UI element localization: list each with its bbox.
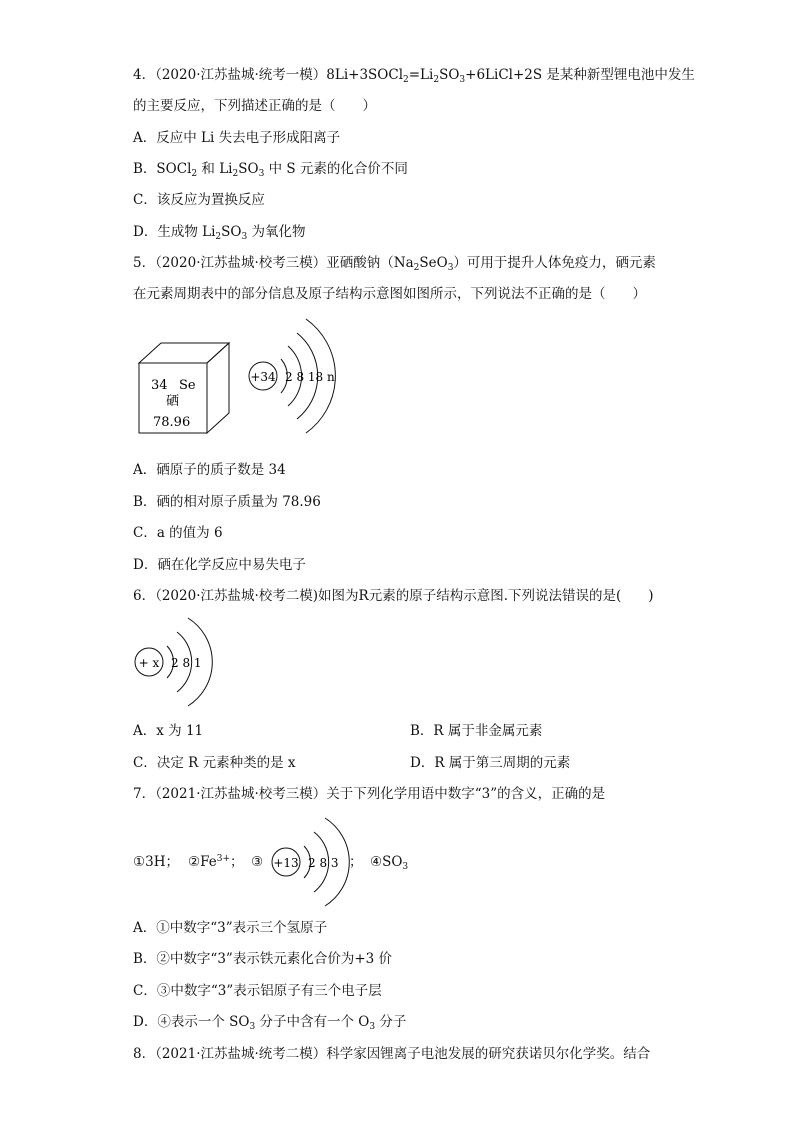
se-shell-electrons: 2 8 18 n	[285, 370, 335, 384]
q7-item-4: $④SO_3$	[370, 854, 409, 872]
q7-item-3-sep: ；	[349, 854, 363, 870]
q5-stem-line2: 在元素周期表中的部分信息及原子结构示意图如图所示，下列说法不正确的是（ ）	[133, 286, 646, 302]
q4-option-a: A．反应中 Li 失去电子形成阳离子	[133, 130, 341, 146]
q7-item-2: $②Fe^{3+}$；	[188, 854, 244, 870]
cell-atomic-number: 34	[151, 378, 168, 393]
q5-option-c: C．a 的值为 6	[133, 525, 223, 541]
q6-option-a: A．x 为 11	[133, 723, 204, 739]
q5-option-a: A．硒原子的质子数是 34	[133, 462, 286, 478]
se-nucleus-charge: +34	[250, 370, 276, 384]
q7-stem: 7．（2021·江苏盐城·校考三模）关于下列化学用语中数字“3”的含义，正确的是	[133, 786, 606, 802]
r-element-atom-diagram	[133, 614, 223, 710]
r-shell-electrons: 2 8 1	[171, 656, 202, 670]
al-nucleus-charge: +13	[273, 856, 299, 870]
q7-option-c: C．③中数字“3”表示铝原子有三个电子层	[133, 983, 382, 999]
al-shell-electrons: 2 8 3	[308, 856, 339, 870]
cell-element-name: 硒	[166, 394, 180, 409]
cell-atomic-mass: 78.96	[153, 415, 191, 430]
cell-symbol: Se	[179, 378, 196, 393]
selenium-atom-diagram	[245, 313, 360, 438]
q7-option-b: B．②中数字“3”表示铁元素化合价为+3 价	[133, 951, 393, 967]
q7-item-3-label: ③	[251, 854, 264, 870]
q4-stem-line1: 4．（2020·江苏盐城·统考一模）$8Li+3SOCl_2=Li_2SO_3+6LiCl+2S$ 是某种新型锂电池中发生	[133, 67, 695, 85]
q8-stem: 8．（2021·江苏盐城·统考二模）科学家因锂离子电池发展的研究获诺贝尔化学奖。结合	[133, 1046, 651, 1062]
q6-stem: 6．（2020·江苏盐城·校考二模)如图为R元素的原子结构示意图.下列说法错误的是( )	[133, 588, 654, 604]
aluminum-atom-diagram	[270, 814, 350, 910]
q7-item-1: ①3H；	[133, 854, 179, 870]
q6-option-b: B．R 属于非金属元素	[410, 723, 543, 739]
r-nucleus-charge: + x	[138, 656, 160, 670]
q5-option-d: D．硒在化学反应中易失电子	[133, 557, 306, 573]
q4-stem-line2: 的主要反应，下列描述正确的是（ ）	[133, 98, 376, 114]
q4-option-d: D．生成物 $Li_2SO_3$ 为氧化物	[133, 224, 306, 242]
q6-option-c: C．决定 R 元素种类的是 x	[133, 755, 296, 771]
q5-option-b: B．硒的相对原子质量为 78.96	[133, 494, 321, 510]
q4-option-c: C．该反应为置换反应	[133, 192, 265, 208]
q5-stem-line1: 5．（2020·江苏盐城·校考三模）亚硒酸钠$(Na_2SeO_3)$可用于提升人体免疫力，硒元素	[133, 255, 656, 273]
q6-option-d: D．R 属于第三周期的元素	[410, 755, 571, 771]
q4-option-b: B．SOCl$_2$ 和 $Li_2SO_3$ 中 S 元素的化合价不同	[133, 161, 408, 179]
q7-option-d: D．④表示一个 $SO_3$ 分子中含有一个 $O_3$ 分子	[133, 1014, 407, 1032]
periodic-cell-figure	[133, 313, 233, 438]
q7-option-a: A．①中数字“3”表示三个氢原子	[133, 920, 328, 936]
